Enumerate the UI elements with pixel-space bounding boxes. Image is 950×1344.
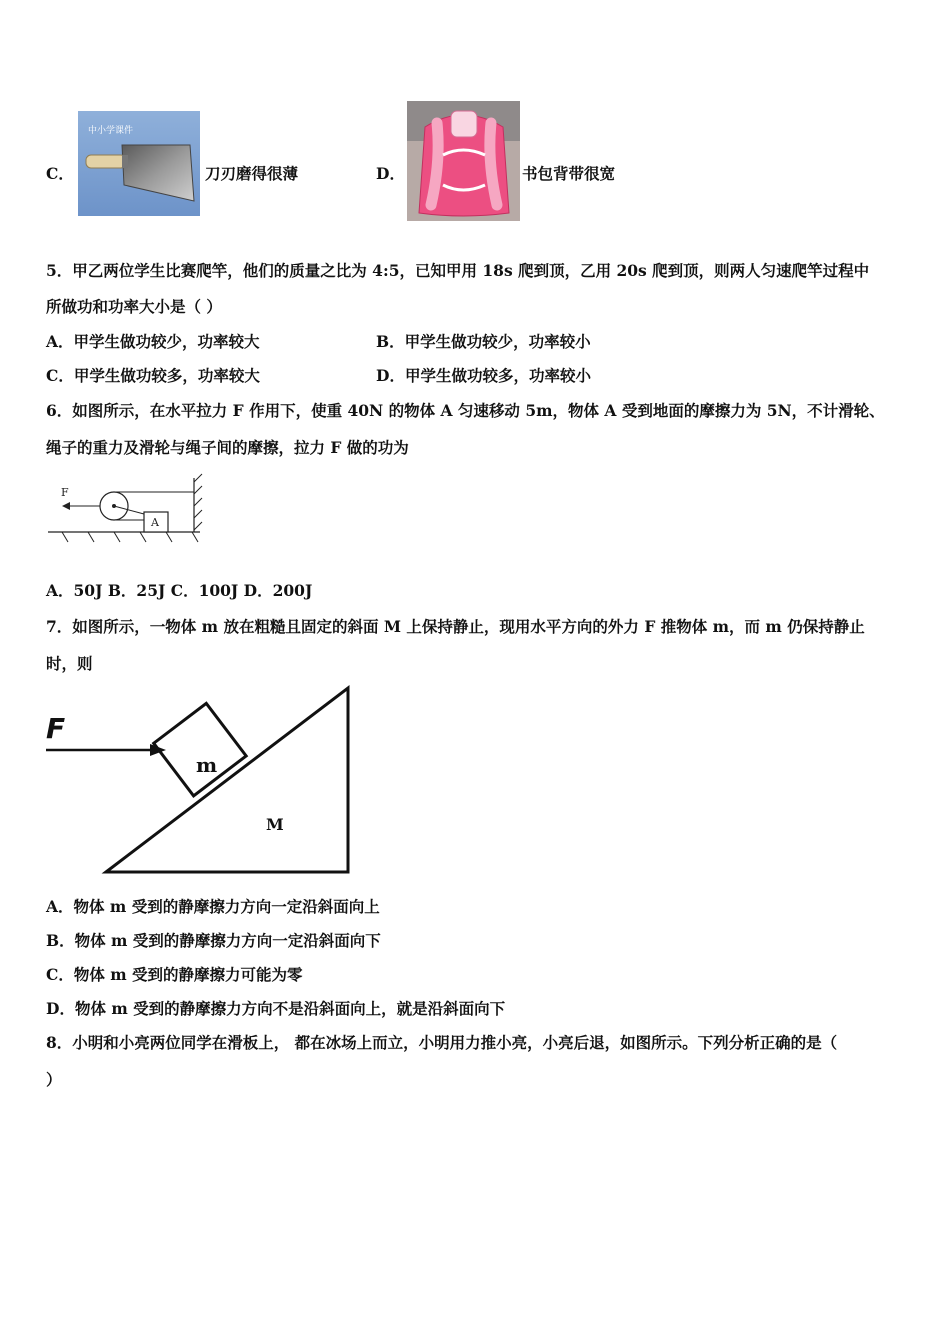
q4-option-d-text: 书包背带很宽 bbox=[522, 164, 616, 183]
q7-option-c: C．物体 m 受到的静摩擦力可能为零 bbox=[46, 965, 303, 984]
q6-stem-line2: 绳子的重力及滑轮与绳子间的摩擦，拉力 F 做的功为 bbox=[46, 438, 409, 457]
pulley-figure bbox=[44, 470, 214, 550]
pulley-figure-label-a: A bbox=[151, 516, 159, 529]
q5-option-d: D．甲学生做功较多，功率较小 bbox=[376, 366, 591, 385]
q5-stem-line1: 5．甲乙两位学生比赛爬竿，他们的质量之比为 4:5，已知甲用 18s 爬到顶，乙用 20s 爬到顶，则两人匀速爬竿过程中 bbox=[46, 261, 870, 280]
q7-option-b: B．物体 m 受到的静摩擦力方向一定沿斜面向下 bbox=[46, 931, 381, 950]
incline-figure-label-big-m: M bbox=[266, 815, 284, 834]
q5-option-a: A．甲学生做功较少，功率较大 bbox=[46, 332, 260, 351]
incline-figure bbox=[42, 684, 362, 880]
q5-stem-line2: 所做功和功率大小是（ ） bbox=[46, 297, 222, 316]
q7-stem-line1: 7．如图所示，一物体 m 放在粗糙且固定的斜面 M 上保持静止，现用水平方向的外力 F 推物体 m，而 m 仍保持静止 bbox=[46, 617, 865, 636]
q5-option-b: B．甲学生做功较少，功率较小 bbox=[376, 332, 591, 351]
q4-option-c-label: C． bbox=[46, 164, 74, 183]
pulley-figure-label-f: F bbox=[61, 486, 69, 499]
incline-figure-label-m: m bbox=[196, 753, 218, 777]
q6-options: A．50J B．25J C．100J D．200J bbox=[46, 581, 313, 600]
knife-photo-watermark: 中小学课件 bbox=[88, 126, 134, 136]
q4-option-d-label: D． bbox=[376, 164, 405, 183]
q5-option-c: C．甲学生做功较多，功率较大 bbox=[46, 366, 260, 385]
incline-figure-label-f: F bbox=[46, 712, 66, 745]
q7-option-a: A．物体 m 受到的静摩擦力方向一定沿斜面向上 bbox=[46, 897, 380, 916]
backpack-photo bbox=[407, 101, 520, 221]
q4-option-c-text: 刀刃磨得很薄 bbox=[205, 164, 299, 183]
q7-stem-line2: 时，则 bbox=[46, 654, 93, 673]
q8-stem-line2: ） bbox=[46, 1070, 62, 1089]
q7-option-d: D．物体 m 受到的静摩擦力方向不是沿斜面向上，就是沿斜面向下 bbox=[46, 999, 506, 1018]
q8-stem-line1: 8．小明和小亮两位同学在滑板上， 都在冰场上而立，小明用力推小亮，小亮后退，如图所示。下列分析正确的是（ bbox=[46, 1033, 838, 1052]
q6-stem-line1: 6．如图所示，在水平拉力 F 作用下，使重 40N 的物体 A 匀速移动 5m，物体 A 受到地面的摩擦力为 5N，不计滑轮、 bbox=[46, 401, 885, 420]
knife-photo bbox=[78, 111, 200, 216]
